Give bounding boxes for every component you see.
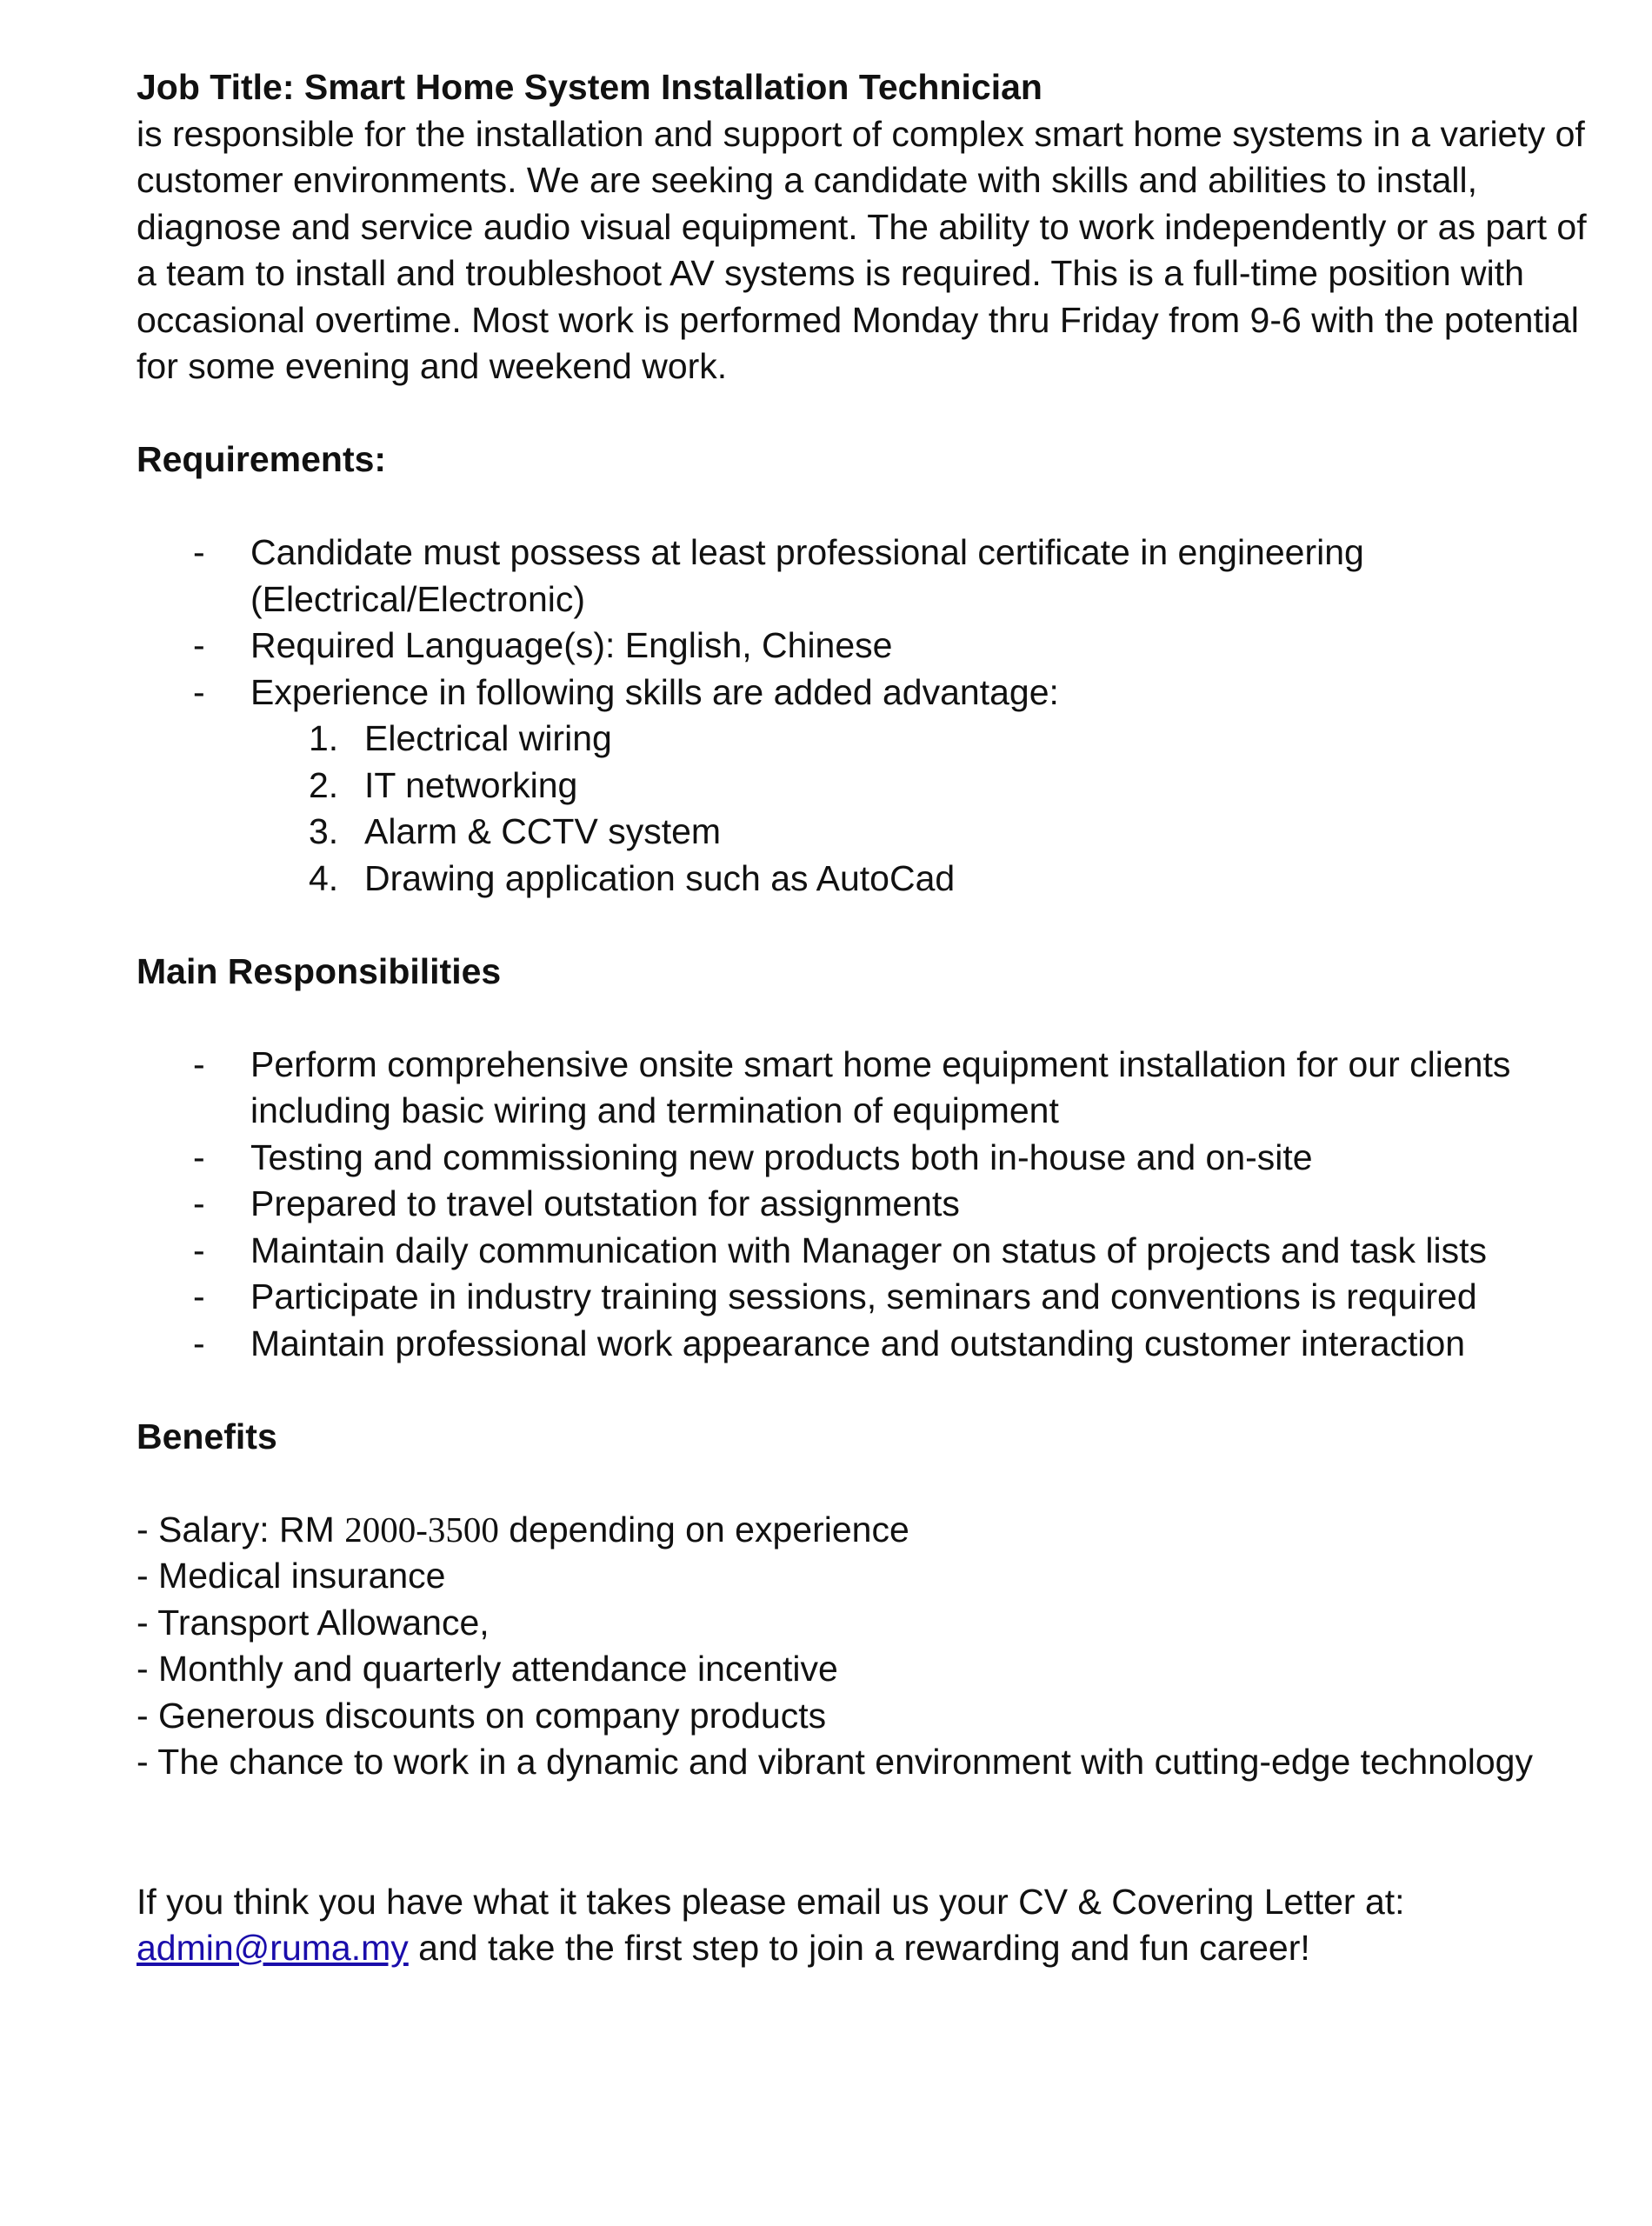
skills-list: [137, 716, 1615, 902]
closing-text-after: and take the first step to join a rewarding and fun career!: [408, 1928, 1310, 1968]
skill-number: 2.: [309, 764, 339, 805]
email-link[interactable]: admin@ruma.my: [137, 1928, 409, 1968]
benefit-item: - Medical insurance: [137, 1556, 446, 1596]
requirement-text: Required Language(s): English, Chinese: [250, 625, 893, 665]
job-intro-paragraph: is responsible for the installation and support of complex smart home systems in a variety of customer environments. We are seeking a candidate with skills and abilities to install, diagnose and service audio visual equipment. The ability to work independently or as part of a team to install and troubleshoot AV systems is required. This is a full-time position with occasional overtime. Most work is performed Monday thru Friday from 9-6 with the potential for some evening and weekend work.: [137, 113, 1587, 386]
list-item: [137, 1042, 1615, 1135]
requirements-heading: Requirements:: [137, 439, 387, 479]
list-item: [137, 670, 1615, 716]
spacer: [137, 1786, 1615, 1879]
list-item: [137, 809, 1615, 856]
benefits-heading: Benefits: [137, 1416, 277, 1456]
spacer: [137, 1460, 1615, 1507]
responsibility-text: Prepared to travel outstation for assignments: [250, 1183, 960, 1223]
skill-text: Alarm & CCTV system: [364, 811, 722, 851]
job-posting-document: [137, 64, 1615, 1972]
responsibilities-heading: Main Responsibilities: [137, 950, 502, 991]
skill-text: IT networking: [364, 764, 578, 805]
responsibility-text: Maintain professional work appearance and outstanding customer interaction: [250, 1323, 1466, 1363]
responsibility-text: Perform comprehensive onsite smart home equipment installation for our clients including basic wiring and termination of equipment: [250, 1043, 1511, 1130]
list-item: [137, 1135, 1615, 1182]
list-item: [137, 1274, 1615, 1321]
spacer: [137, 483, 1615, 530]
skill-number: 4.: [309, 857, 339, 898]
benefit-item: - Monthly and quarterly attendance incentive: [137, 1649, 838, 1689]
job-title: Job Title: Smart Home System Installation Technician: [137, 67, 1042, 107]
requirements-list: [137, 530, 1615, 716]
requirement-text: Experience in following skills are added advantage:: [250, 671, 1059, 712]
skill-text: Drawing application such as AutoCad: [364, 857, 956, 898]
closing-paragraph: [137, 1879, 1615, 1972]
dash-bullet: -: [193, 1043, 205, 1084]
list-item: [137, 530, 1615, 623]
list-item: [137, 1181, 1615, 1228]
benefit-item: - The chance to work in a dynamic and vibrant environment with cutting-edge technology: [137, 1742, 1533, 1782]
dash-bullet: -: [193, 671, 205, 712]
dash-bullet: -: [193, 1136, 205, 1177]
skill-text: Electrical wiring: [364, 718, 612, 758]
requirement-text: Candidate must possess at least professional certificate in engineering (Electrical/Electronic): [250, 532, 1364, 619]
skill-number: 1.: [309, 718, 339, 758]
dash-bullet: -: [193, 1323, 205, 1363]
list-item: [137, 763, 1615, 810]
dash-bullet: -: [193, 1183, 205, 1223]
list-item: [137, 716, 1615, 763]
salary-prefix: - Salary: RM: [137, 1509, 345, 1550]
dash-bullet: -: [193, 1230, 205, 1270]
benefit-item: - Transport Allowance,: [137, 1602, 490, 1643]
dash-bullet: -: [193, 532, 205, 572]
list-item: [137, 1321, 1615, 1368]
list-item: [137, 856, 1615, 903]
responsibilities-list: [137, 1042, 1615, 1368]
spacer: [137, 1367, 1615, 1414]
spacer: [137, 902, 1615, 949]
closing-text: If you think you have what it takes please email us your CV & Covering Letter at:: [137, 1881, 1405, 1922]
skill-number: 3.: [309, 811, 339, 851]
dash-bullet: -: [193, 1276, 205, 1316]
list-item: [137, 623, 1615, 670]
salary-suffix: depending on experience: [498, 1509, 909, 1550]
benefit-item: - Generous discounts on company products: [137, 1695, 827, 1736]
spacer: [137, 390, 1615, 437]
spacer: [137, 995, 1615, 1042]
list-item: [137, 1228, 1615, 1275]
dash-bullet: -: [193, 625, 205, 665]
salary-range: 2000-3500: [344, 1509, 499, 1550]
benefit-salary: [137, 1507, 1615, 1554]
responsibility-text: Testing and commissioning new products both in-house and on-site: [250, 1136, 1313, 1177]
responsibility-text: Participate in industry training sessions, seminars and conventions is required: [250, 1276, 1477, 1316]
responsibility-text: Maintain daily communication with Manager on status of projects and task lists: [250, 1230, 1488, 1270]
